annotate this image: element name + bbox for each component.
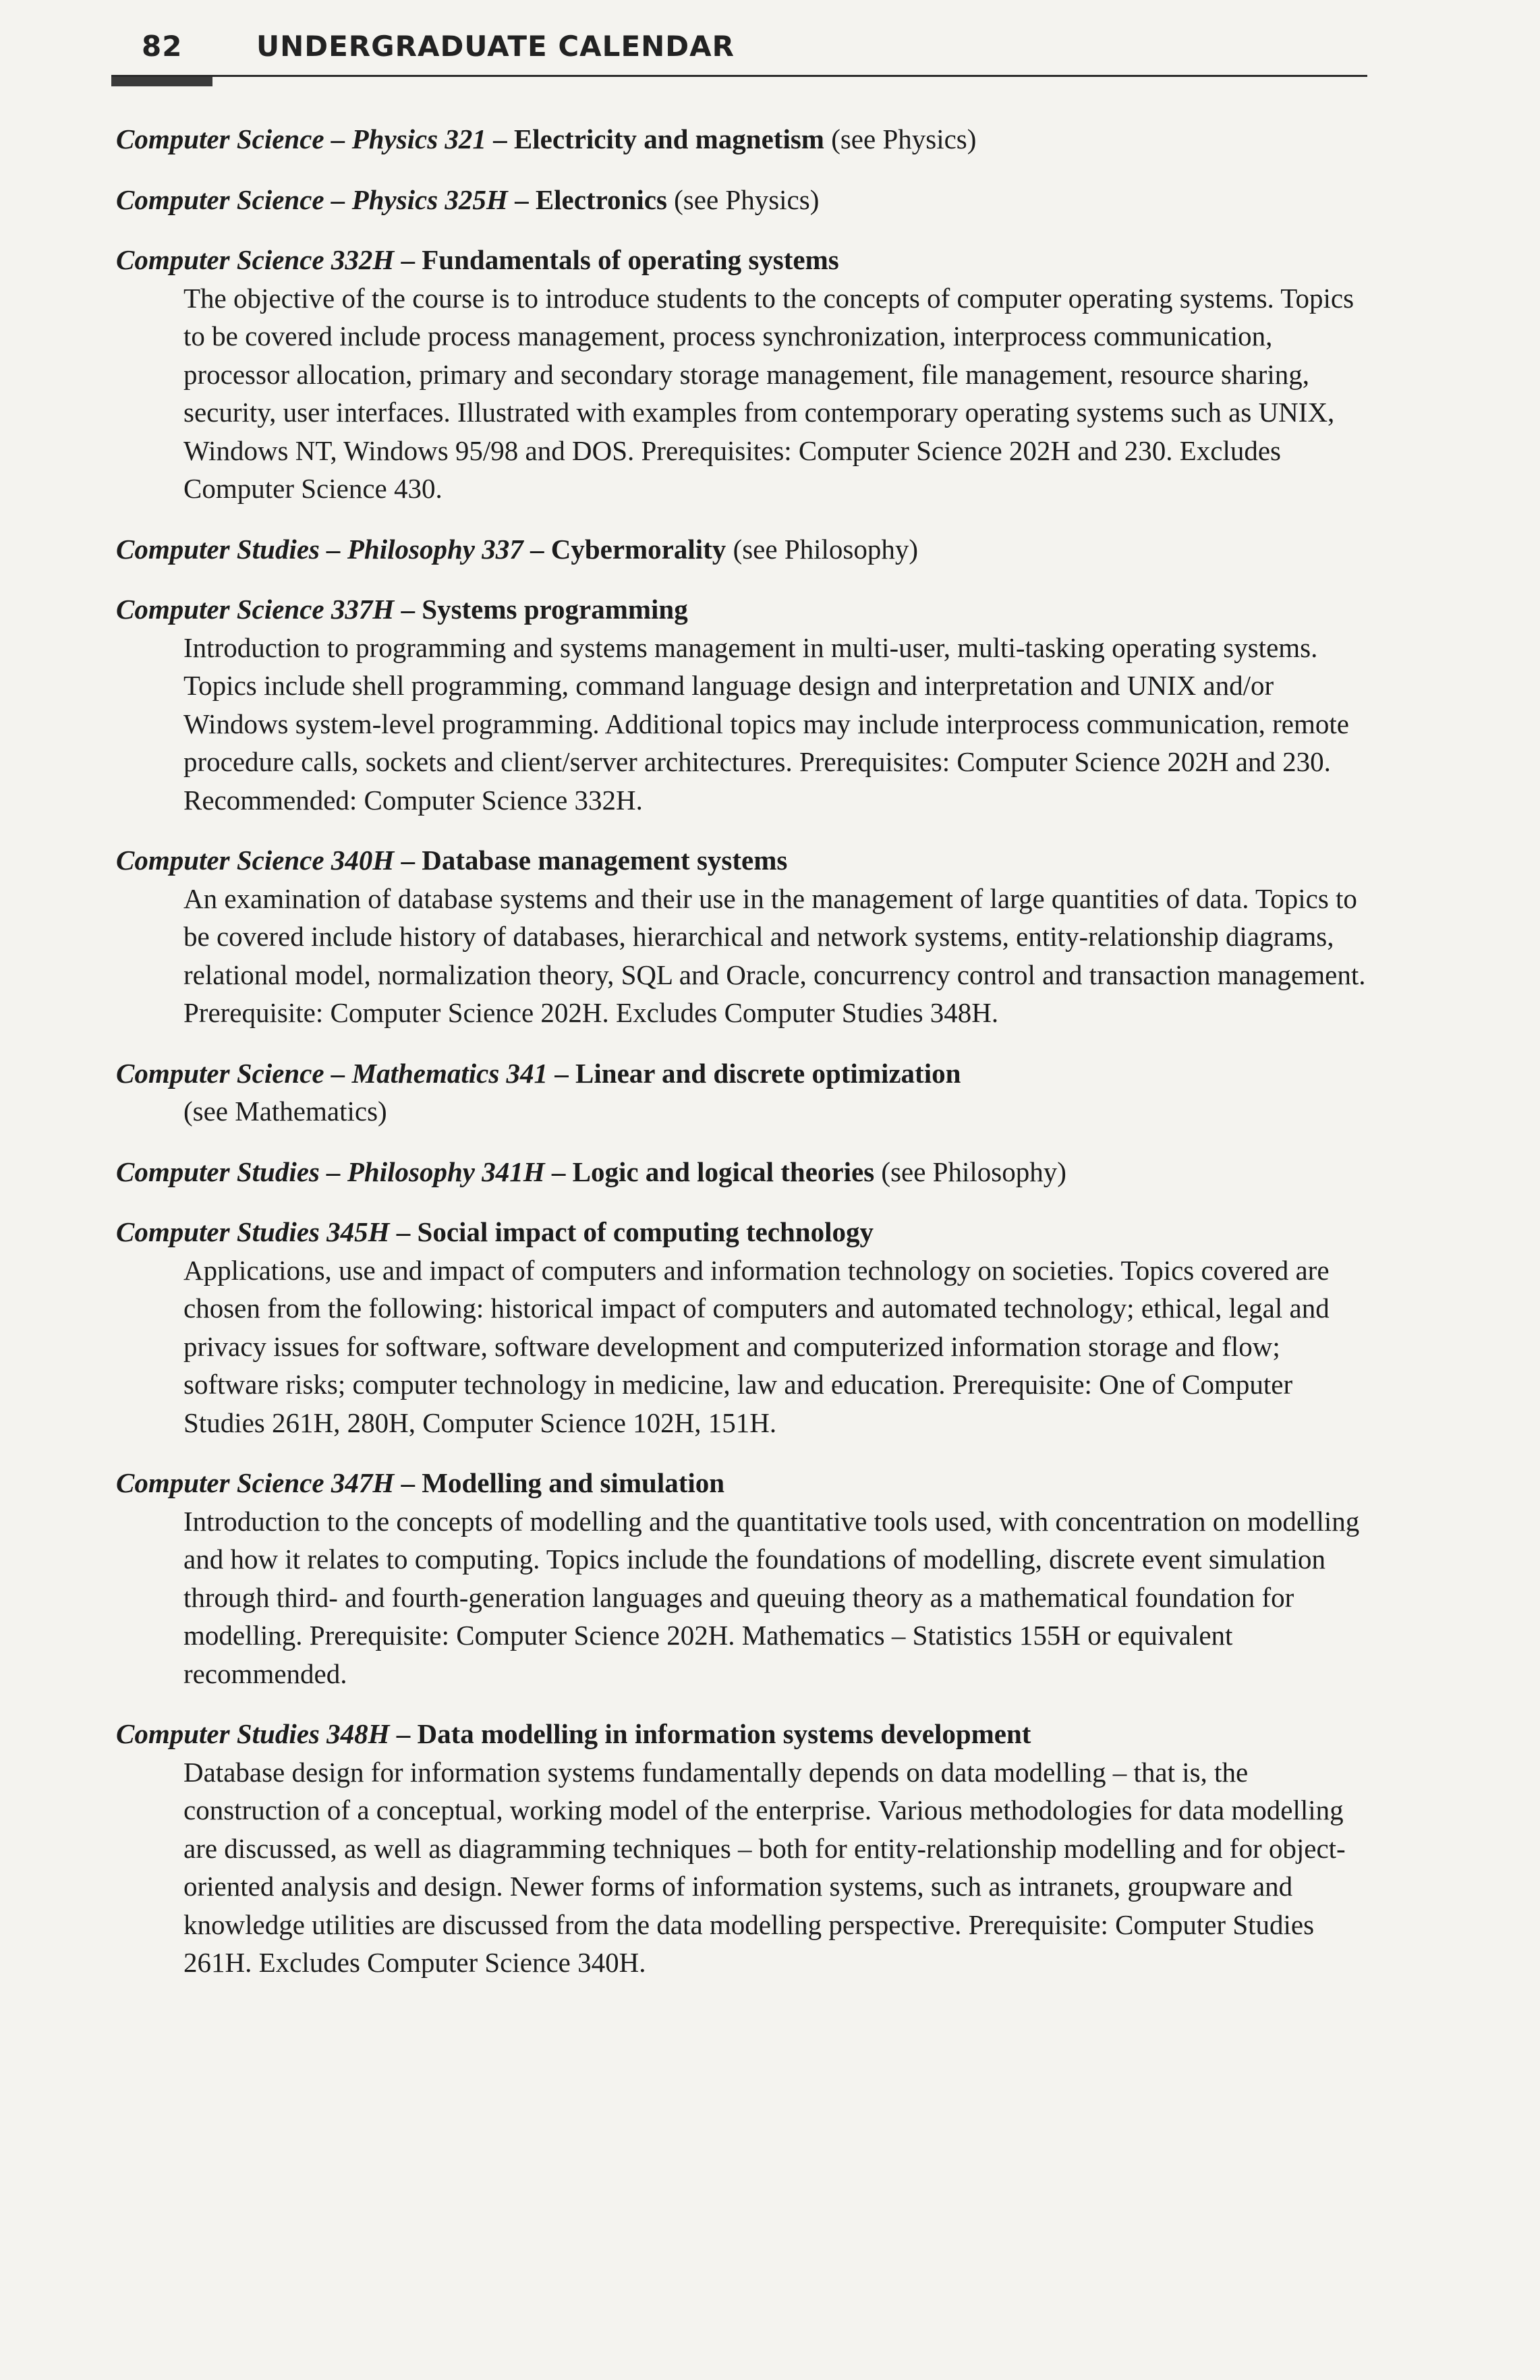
course-separator: – [544, 1156, 573, 1187]
course-separator: – [486, 123, 514, 154]
header-rule-accent [111, 77, 212, 86]
course-code: Computer Science – Physics 321 [116, 123, 486, 154]
course-title [116, 1213, 1371, 1251]
course-name: Electronics [535, 183, 667, 215]
course-description: Database design for information systems fundamentally depends on data modelling – that is, the construction of a conceptual, working model of the enterprise. Various methodologies for data modelling are discussed, as well as diagramming techniques – both for entity-relationship modelling and for object-oriented analysis and design. Newer forms of information systems, such as intranets, groupware and knowledge utilities are discussed from the data modelling perspective. Prerequisite: Computer Studies 261H. Excludes Computer Science 340H. [183, 1756, 1346, 1978]
course-title [116, 1153, 1371, 1191]
course-separator: – [523, 533, 551, 565]
header-rule [111, 75, 1367, 77]
course-separator: – [507, 183, 536, 215]
course-entry [116, 530, 1371, 569]
course-code: Computer Studies – Philosophy 337 [116, 533, 523, 565]
course-description: Introduction to the concepts of modelling and the quantitative tools used, with concentration on modelling and how it relates to computing. Topics include the foundations of modelling, discrete event simulation through third- and fourth-generation languages and queuing theory as a mathematical foundation for modelling. Prerequisite: Computer Science 202H. Mathematics – Statistics 155H or equivalent recommended. [183, 1505, 1360, 1689]
course-code: Computer Studies 348H [116, 1718, 390, 1749]
course-see-also: (see Philosophy) [874, 1156, 1066, 1187]
course-entry [116, 1715, 1371, 1982]
course-title [116, 1464, 1371, 1502]
course-entry [116, 1153, 1371, 1191]
page-number: 82 [142, 30, 183, 63]
course-name: Social impact of computing technology [417, 1216, 874, 1247]
course-name: Electricity and magnetism [513, 123, 824, 154]
course-entry [116, 590, 1371, 819]
course-entry [116, 1464, 1371, 1693]
course-title [116, 181, 1371, 219]
page-title: UNDERGRADUATE CALENDAR [256, 30, 735, 63]
course-name: Modelling and simulation [422, 1467, 725, 1498]
course-see-also: (see Physics) [824, 123, 977, 154]
course-separator: – [548, 1057, 576, 1089]
course-entry [116, 1213, 1371, 1442]
course-name: Database management systems [422, 845, 788, 876]
course-separator: – [394, 244, 422, 275]
course-entry [116, 841, 1371, 1032]
course-separator: – [389, 1718, 418, 1749]
course-separator: – [389, 1216, 418, 1247]
course-description: (see Mathematics) [183, 1096, 387, 1127]
course-see-also: (see Philosophy) [726, 533, 919, 565]
course-title [116, 1715, 1371, 1753]
course-entry [116, 181, 1371, 219]
course-separator: – [394, 1467, 422, 1498]
course-description: Introduction to programming and systems management in multi-user, multi-tasking operating systems. Topics include shell programming, command language design and interpretation and UNIX and/or Windows system-level programming. Additional topics may include interprocess communication, remote procedure calls, sockets and client/server architectures. Prerequisites: Computer Science 202H and 230. Recommended: Computer Science 332H. [183, 631, 1349, 816]
course-title [116, 530, 1371, 569]
course-code: Computer Science – Physics 325H [116, 183, 508, 215]
course-code: Computer Science 337H [116, 594, 395, 625]
course-description: The objective of the course is to introduce students to the concepts of computer operating systems. Topics to be covered include process management, process synchronization, interprocess communication, processor allocation, primary and secondary storage management, file management, resource sharing, security, user interfaces. Illustrated with examples from contemporary operating systems such as UNIX, Windows NT, Windows 95/98 and DOS. Prerequisites: Computer Science 202H and 230. Excludes Computer Science 430. [183, 282, 1354, 504]
course-name: Systems programming [422, 594, 688, 625]
course-entry [116, 120, 1371, 159]
course-list [116, 120, 1371, 2004]
course-see-also: (see Physics) [666, 183, 820, 215]
course-code: Computer Science 332H [116, 244, 395, 275]
course-separator: – [394, 594, 422, 625]
course-name: Fundamentals of operating systems [422, 244, 839, 275]
course-title [116, 590, 1371, 629]
page-header [142, 30, 1369, 63]
course-name: Linear and discrete optimization [575, 1057, 961, 1089]
course-title [116, 120, 1371, 159]
course-name: Logic and logical theories [572, 1156, 875, 1187]
course-title [116, 241, 1371, 279]
course-code: Computer Science 347H [116, 1467, 395, 1498]
course-name: Data modelling in information systems development [417, 1718, 1031, 1749]
course-code: Computer Science – Mathematics 341 [116, 1057, 548, 1089]
course-separator: – [394, 845, 422, 876]
course-description: Applications, use and impact of computers and information technology on societies. Topics covered are chosen from the following: historical impact of computers and automated technology; ethical, legal and privacy issues for software, software development and computerized information storage and flow; software risks; computer technology in medicine, law and education. Prerequisite: One of Computer Studies 261H, 280H, Computer Science 102H, 151H. [183, 1254, 1330, 1438]
course-title [116, 1054, 1371, 1093]
course-title [116, 841, 1371, 880]
course-entry [116, 1054, 1371, 1131]
course-description: An examination of database systems and their use in the management of large quantities of data. Topics to be covered include history of databases, hierarchical and network systems, entity-relationship diagrams, relational model, normalization theory, SQL and Oracle, concurrency control and transaction management. Prerequisite: Computer Science 202H. Excludes Computer Studies 348H. [183, 882, 1366, 1028]
course-code: Computer Studies – Philosophy 341H [116, 1156, 545, 1187]
course-code: Computer Studies 345H [116, 1216, 390, 1247]
course-name: Cybermorality [550, 533, 726, 565]
course-code: Computer Science 340H [116, 845, 395, 876]
course-entry [116, 241, 1371, 508]
